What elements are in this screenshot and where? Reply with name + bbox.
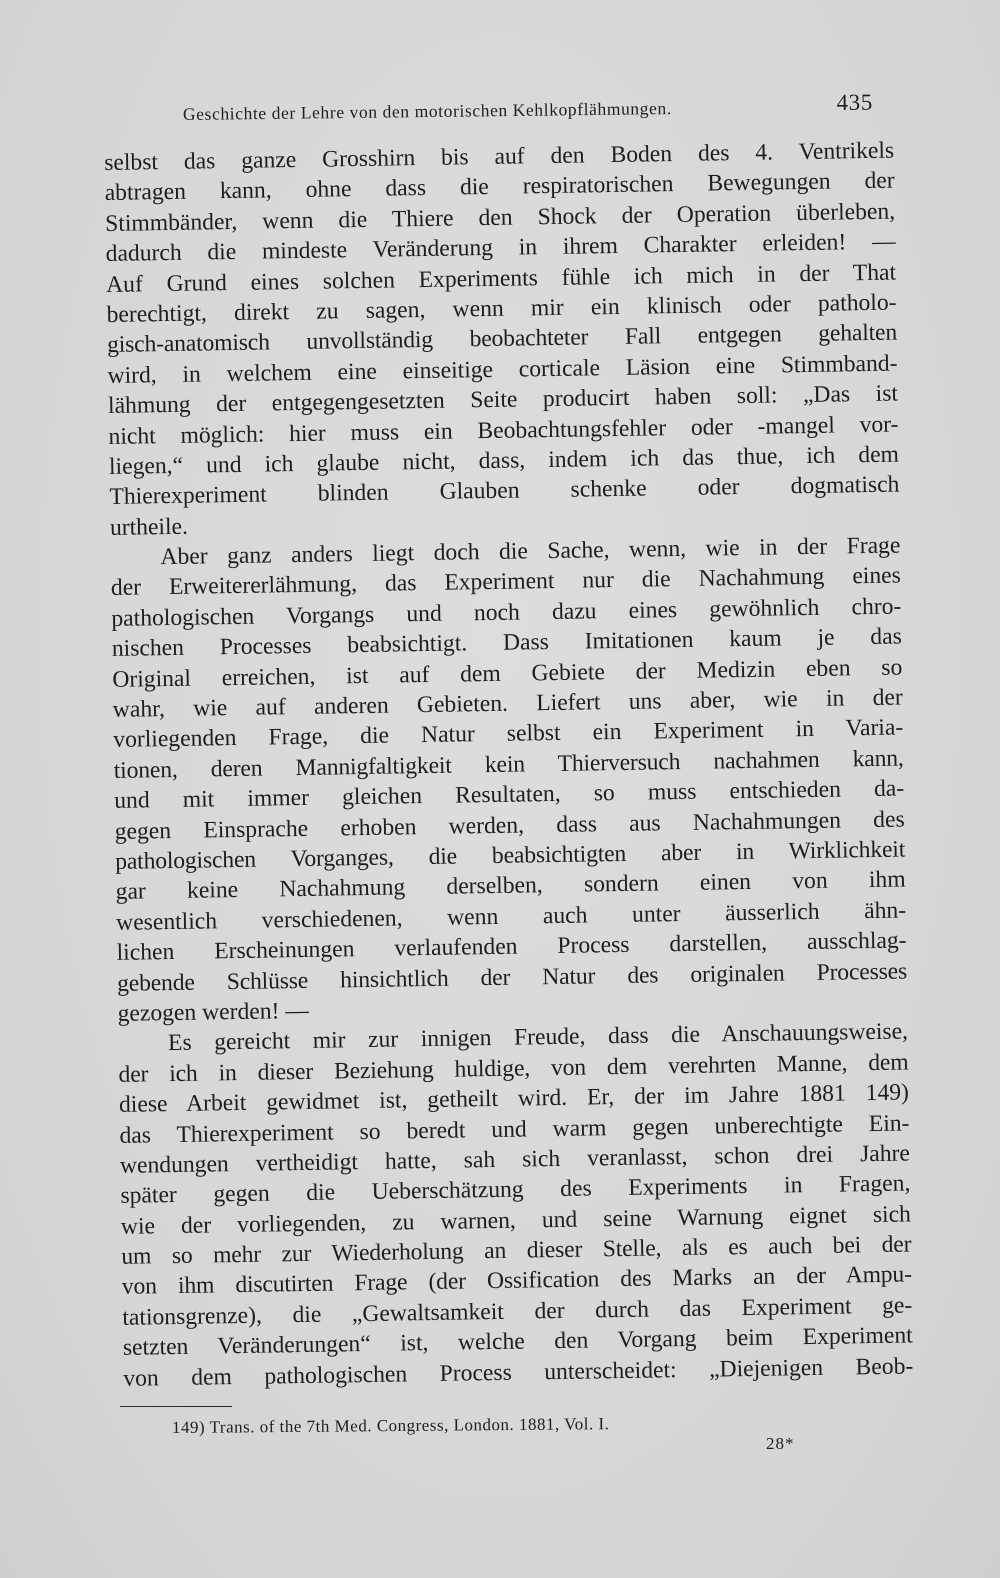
text-line: pathologischen Vorganges, die beabsichtigten aber in Wirklichkeit xyxy=(115,836,906,875)
text-line: das Thierexperiment so beredt und warm gegen unberechtigte Ein- xyxy=(119,1109,910,1149)
text-line: wie der vorliegenden, zu warnen, und seine Warnung eignet sich xyxy=(120,1201,912,1240)
text-line: der Erweitererlähmung, das Experiment nur die Nachahmung eines xyxy=(110,563,902,602)
text-line: Aber ganz anders liegt doch die Sache, wenn, wie in der Frage xyxy=(160,532,901,571)
text-line: pathologischen Vorgangs und noch dazu eines gewöhnlich chro- xyxy=(111,593,902,632)
text-line: gebende Schlüsse hinsichtlich der Natur des originalen Processes xyxy=(116,958,908,997)
text-line: diese Arbeit gewidmet ist, getheilt wird. Er, der im Jahre 1881 149) xyxy=(118,1079,910,1118)
text-line: nicht möglich: hier muss ein Beobachtungsfehler oder -mangel vor- xyxy=(108,411,899,450)
text-line: liegen,“ und ich glaube nicht, dass, indem ich das thue, ich dem xyxy=(108,441,900,480)
text-line: wendungen vertheidigt hatte, sah sich veranlasst, schon drei Jahre xyxy=(119,1140,911,1179)
text-line: gegen Einsprache erhoben werden, dass aus Nachahmungen des xyxy=(114,806,905,845)
text-line: setzten Veränderungen“ ist, welche den Vorgang beim Experiment xyxy=(122,1322,913,1362)
text-line: später gegen die Ueberschätzung des Experiments in Fragen, xyxy=(120,1170,911,1210)
text-line: abtragen kann, ohne dass die respiratorischen Bewegungen der xyxy=(104,167,895,207)
text-line: tionen, deren Mannigfaltigkeit kein Thierversuch nachahmen kann, xyxy=(113,745,904,784)
text-line: dadurch die mindeste Veränderung in ihrem Charakter erleiden! — xyxy=(105,228,896,268)
text-line: lähmung der entgegengesetzten Seite producirt haben soll: „Das ist xyxy=(107,380,899,420)
text-line: von dem pathologischen Process unterscheidet: „Diejenigen Beob- xyxy=(123,1353,914,1392)
text-line: berechtigt, direkt zu sagen, wenn mir ein klinisch oder patholo- xyxy=(106,289,897,328)
text-line: lichen Erscheinungen verlaufenden Process darstellen, ausschlag- xyxy=(116,927,907,967)
text-line: gar keine Nachahmung derselben, sondern einen von ihm xyxy=(115,866,906,906)
text-line: nischen Processes beabsichtigt. Dass Imitationen kaum je das xyxy=(111,623,902,663)
text-line: tationsgrenze), die „Gewaltsamkeit der durch das Experiment ge- xyxy=(122,1292,913,1331)
page-number: 435 xyxy=(836,89,874,116)
text-line: gisch-anatomisch unvollständig beobachteter Fall entgegen gehalten xyxy=(106,319,898,359)
text-line: von ihm discutirten Frage (der Ossification des Marks an der Ampu- xyxy=(121,1261,913,1301)
text-line: und mit immer gleichen Resultaten, so muss entschieden da- xyxy=(114,775,905,815)
text-line: der ich in dieser Beziehung huldige, von dem verehrten Manne, dem xyxy=(118,1049,909,1088)
text-line: wird, in welchem eine einseitige corticale Läsion eine Stimmband- xyxy=(107,350,898,389)
running-head xyxy=(182,89,874,130)
text-line: Es gereicht mir zur innigen Freude, dass die Anschauungsweise, xyxy=(167,1018,909,1057)
text-line: Original erreichen, ist auf dem Gebiete der Medizin eben so xyxy=(112,654,903,693)
text-line: Thierexperiment blinden Glauben schenke oder dogmatisch xyxy=(109,471,900,511)
text-line: gezogen werden! — xyxy=(117,997,310,1027)
text-line: Stimmbänder, wenn die Thiere den Shock der Operation überleben, xyxy=(104,198,896,237)
text-line: selbst das ganze Grosshirn bis auf den Boden des 4. Ventrikels xyxy=(104,137,895,176)
running-head-title: Geschichte der Lehre von den motorischen Kehlkopflähmungen. xyxy=(182,98,672,124)
footnote-divider xyxy=(120,1406,232,1407)
text-line: wahr, wie auf anderen Gebieten. Liefert uns aber, wie in der xyxy=(112,684,903,723)
text-line: wesentlich verschiedenen, wenn auch unter äusserlich ähn- xyxy=(115,897,907,936)
signature-mark: 28* xyxy=(766,1434,795,1453)
text-line: urtheile. xyxy=(109,513,189,541)
body-text xyxy=(104,136,913,1394)
text-line: um so mehr zur Wiederholung an dieser Stelle, als es auch bei der xyxy=(121,1231,912,1270)
text-line: Auf Grund eines solchen Experiments fühle ich mich in der That xyxy=(105,259,897,298)
text-line: vorliegenden Frage, die Natur selbst ein Experiment in Varia- xyxy=(113,714,904,754)
footnote: 149) Trans. of the 7th Med. Congress, London. 1881, Vol. I. xyxy=(171,1414,610,1437)
